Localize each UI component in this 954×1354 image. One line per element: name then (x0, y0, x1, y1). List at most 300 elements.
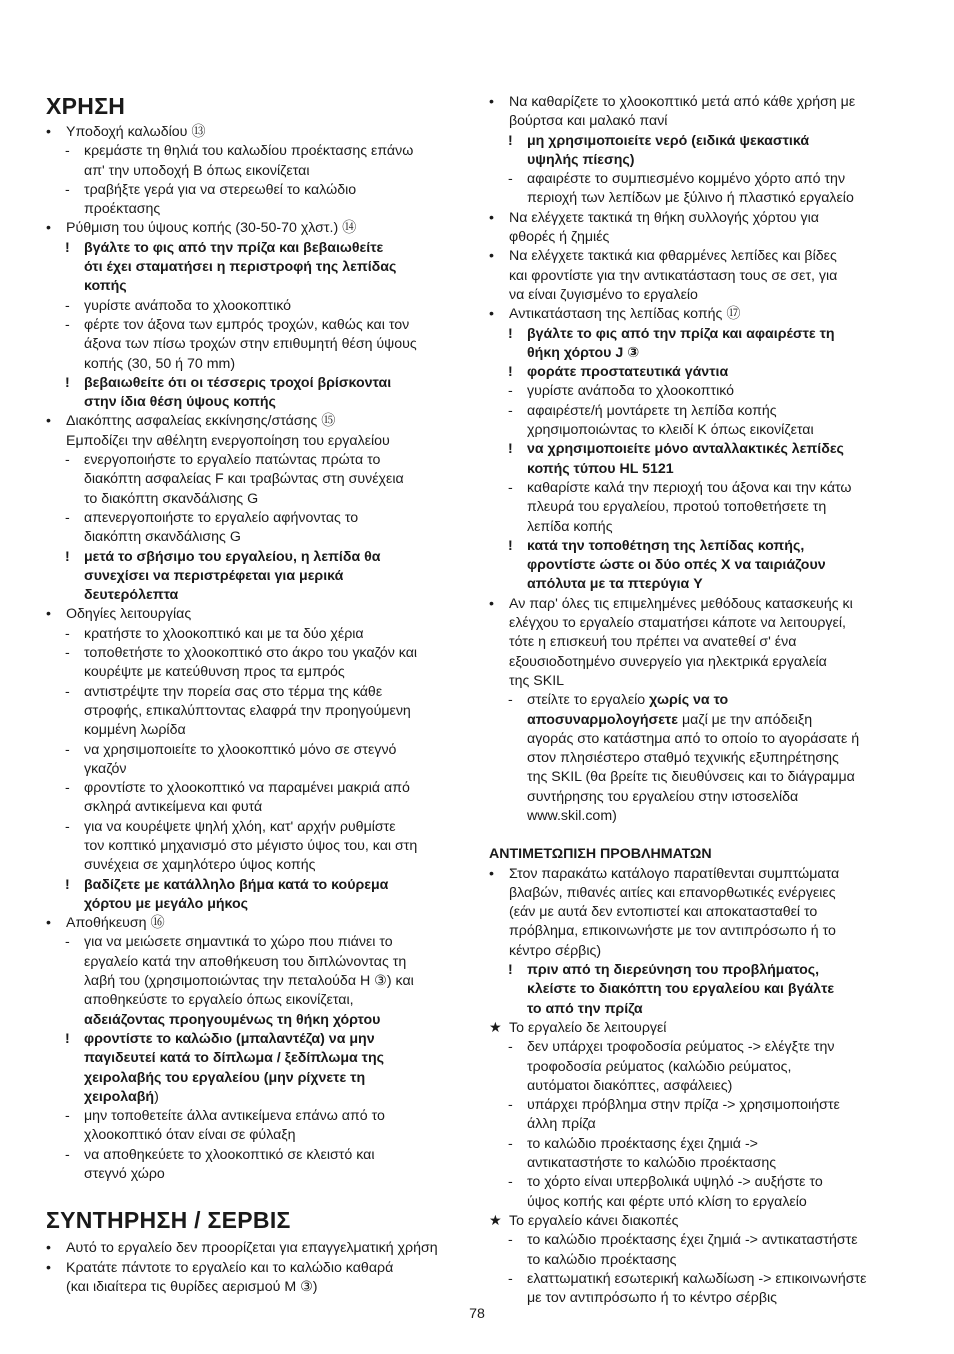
list-item-line (46, 1069, 466, 1088)
list-item (489, 691, 913, 710)
item-text: τροφοδοσία ρεύματος (καλώδιο ρεύματος, (527, 1058, 792, 1075)
left-column (46, 93, 466, 1297)
list-item-line (489, 556, 913, 575)
list-item-line (46, 991, 466, 1010)
item-text: της SKIL (509, 672, 565, 689)
item-marker: - (508, 1135, 513, 1152)
item-marker: - (508, 171, 513, 188)
item-text: να αποθηκεύετε το χλοοκοπτικό σε κλειστό και (84, 1146, 375, 1163)
item-text-bold: ότι έχει σταματήσει η περιστροφή της λεπίδας (84, 259, 397, 276)
list-item-line (46, 1126, 466, 1145)
item-text: διακόπτη ασφαλείας F και τραβώντας στη συνέχεια (84, 471, 404, 488)
list-item-line (489, 672, 913, 691)
item-text: βούρτσα και μαλακό πανί (509, 113, 668, 130)
list-item-line (489, 575, 913, 594)
item-text: πλευρά του εργαλείου, προτού τοποθετήσετε τη (527, 499, 827, 516)
item-text: (εάν με αυτά δεν εντοπιστεί και αποκατασταθεί το (509, 904, 818, 921)
item-text: κουρέψτε με κατεύθυνση προς τα εμπρός (84, 664, 345, 681)
item-text: αντιστρέψτε την πορεία σας στο τέρμα της κάθε (84, 683, 383, 700)
item-text: με τον αντιπρόσωπο ή το κέντρο σέρβις (527, 1290, 778, 1307)
list-item-line (489, 498, 913, 517)
list-item (46, 509, 466, 528)
item-marker: - (65, 316, 70, 333)
item-text-bold: παγιδευτεί κατά το δίπλωμα / ξεδίπλωμα της (84, 1050, 385, 1067)
item-text-bold: βγάλτε το φις από την πρίζα και βεβαιωθείτε (84, 239, 384, 256)
list-item-line (489, 614, 913, 633)
list-item (489, 132, 913, 151)
item-marker: - (65, 1108, 70, 1125)
item-marker: ! (65, 548, 70, 565)
item-text: περιοχή των λεπίδων με ξύλινο ή πλαστικό εργαλείο (527, 190, 854, 207)
use-instructions-list (46, 123, 466, 1184)
list-item-line (46, 355, 466, 374)
list-item-line (46, 335, 466, 354)
list-item (46, 432, 466, 451)
item-text-bold: θήκη χόρτου J ③ (527, 344, 640, 361)
item-text: κέντρο σέρβις) (509, 942, 602, 959)
list-item-line (489, 518, 913, 537)
item-text-bold: χειρολαβή (84, 1088, 155, 1105)
list-item-line (489, 749, 913, 768)
item-text: εξουσιοδοτημένο συνεργείο για ηλεκτρικά εργαλεία (509, 653, 827, 670)
item-text: Να ελέγχετε τακτικά τη θήκη συλλογής χόρτου για (509, 209, 819, 226)
list-item-line (489, 421, 913, 440)
list-item-line (46, 490, 466, 509)
item-marker: ! (65, 876, 70, 893)
list-item-line (46, 798, 466, 817)
item-text: Το εργαλείο δε λειτουργεί (509, 1019, 667, 1036)
item-marker: ! (508, 537, 513, 554)
list-item-line (489, 1193, 913, 1212)
list-item (489, 382, 913, 401)
item-marker: - (65, 683, 70, 700)
item-marker: - (65, 818, 70, 835)
list-item-line (46, 1165, 466, 1184)
list-item (46, 316, 466, 335)
item-text: συνέχεια σε χαμηλότερο ύψος κοπής (84, 857, 316, 874)
list-item-line (489, 768, 913, 787)
list-item-line (46, 277, 466, 296)
item-marker: ! (508, 325, 513, 342)
list-item (46, 451, 466, 470)
item-text-bold: βγάλτε το φις από την πρίζα και αφαιρέστε τη (527, 325, 835, 342)
item-marker: - (508, 402, 513, 419)
list-item-line (46, 663, 466, 682)
item-marker: - (65, 1146, 70, 1163)
list-item (46, 123, 466, 142)
item-marker: ! (65, 374, 70, 391)
section-heading-use: ΧΡΗΣΗ (46, 93, 126, 119)
item-text-bold: αποσυναρμολογήσετε (527, 711, 678, 728)
list-item (489, 325, 913, 344)
item-text: στον πλησιέστερο σταθμό τεχνικής εξυπηρέτησης (527, 750, 839, 767)
item-text-bold: μη χρησιμοποιείτε νερό (ειδικά ψεκαστικά (527, 132, 810, 149)
item-text: άλλη πρίζα (527, 1116, 596, 1133)
item-text: να είναι ζυγισμένο το εργαλείο (509, 286, 698, 303)
list-item (489, 170, 913, 189)
list-item-line (46, 393, 466, 412)
item-text: (και ιδιαίτερα τις θυρίδες αερισμού M ③) (66, 1278, 318, 1295)
service-section (46, 1207, 466, 1297)
list-item (46, 1146, 466, 1165)
list-item (489, 865, 913, 884)
item-text-bold: να χρησιμοποιείτε μόνο ανταλλακτικές λεπίδες (527, 441, 844, 458)
list-item (46, 142, 466, 161)
item-text-bold: χόρτου με μεγάλο μήκος (84, 895, 249, 912)
list-item (489, 1173, 913, 1192)
item-marker: - (508, 692, 513, 709)
list-item (46, 933, 466, 952)
list-item (489, 363, 913, 382)
item-text: ενεργοποιήστε το εργαλείο πατώντας πρώτα το (84, 452, 381, 469)
item-marker: - (65, 297, 70, 314)
item-text-bold: φροντίστε ώστε οι δύο οπές X να ταιριάζουν (527, 557, 826, 574)
list-item (489, 1096, 913, 1115)
list-item (489, 595, 913, 614)
item-text: σκληρά αντικείμενα και φυτά (84, 799, 263, 816)
item-marker: ! (508, 962, 513, 979)
list-item-line (489, 942, 913, 961)
item-marker: • (46, 1259, 51, 1276)
item-marker: - (508, 1232, 513, 1249)
list-item (489, 247, 913, 266)
list-item-line (489, 112, 913, 131)
list-item-line (46, 1049, 466, 1068)
list-item-line (489, 460, 913, 479)
list-item-line (46, 895, 466, 914)
list-item-line (489, 884, 913, 903)
item-text: αφαιρέστε το συμπιεσμένο κομμένο χόρτο από την (527, 171, 846, 188)
item-marker: - (65, 645, 70, 662)
item-marker: - (508, 1097, 513, 1114)
item-text: το καλώδιο προέκτασης (527, 1251, 677, 1268)
item-text: άξονα των πίσω τροχών στην επιθυμητή θέση ύψους (84, 336, 417, 353)
item-text: Οδηγίες λειτουργίας (66, 606, 192, 623)
list-item (46, 239, 466, 258)
item-text: λαβή του (χρησιμοποιώντας την πεταλούδα H ③) και (84, 973, 414, 990)
item-text: Αντικατάσταση της λεπίδας κοπής ⑰ (509, 306, 741, 323)
list-item-line (46, 258, 466, 277)
list-item-line (46, 1011, 466, 1030)
item-text: τότε η επισκευή του πρέπει να ανατεθεί σ' ένα (509, 634, 797, 651)
item-text-bold: το από την πρίζα (527, 1000, 643, 1017)
item-text: συντήρησης του εργαλείου στην ιστοσελίδα (527, 788, 799, 805)
list-item (46, 625, 466, 644)
item-text: και φροντίστε για την αντικατάσταση τους σε σετ, για (509, 267, 838, 284)
item-text: Αυτό το εργαλείο δεν προορίζεται για επαγγελματική χρήση (66, 1240, 438, 1257)
item-marker: - (508, 1174, 513, 1191)
item-marker: ! (508, 364, 513, 381)
item-text: γκαζόν (84, 760, 127, 777)
item-text: κοπής (30, 50 ή 70 mm) (84, 355, 236, 372)
item-text-bold: πριν από τη διερεύνηση του προβλήματος, (527, 962, 820, 979)
list-item (489, 961, 913, 980)
item-marker: - (508, 479, 513, 496)
item-marker: • (46, 915, 51, 932)
item-text: στροφής, επικαλύπτοντας ελαφρά την προηγούμενη (84, 702, 411, 719)
list-item-line (489, 228, 913, 247)
item-text: αποθηκεύστε το εργαλείο όπως εικονίζεται, (84, 992, 354, 1009)
item-text: δεν υπάρχει τροφοδοσία ρεύματος -> ελέγξτε την (527, 1039, 835, 1056)
page-number: 78 (469, 1306, 485, 1322)
item-text: ύψος κοπής και φέρτε υπό κλίση το εργαλείο (527, 1193, 807, 1210)
list-item (46, 1030, 466, 1049)
list-item (489, 440, 913, 459)
item-text-bold: συνεχίσει να περιστρέφεται για μερικά (84, 567, 344, 584)
item-marker: • (46, 220, 51, 237)
list-item (46, 412, 466, 431)
list-item-line (489, 633, 913, 652)
list-item (46, 914, 466, 933)
service-list-left (46, 1239, 466, 1297)
item-text: ) (154, 1088, 159, 1105)
list-item-line (489, 711, 913, 730)
item-text-bold: κοπής τύπου HL 5121 (527, 460, 674, 477)
list-item-line (46, 528, 466, 547)
section-heading-troubleshooting: ΑΝΤΙΜΕΤΩΠΙΣΗ ΠΡΟΒΛΗΜΑΤΩΝ (489, 846, 712, 863)
item-marker: - (65, 625, 70, 642)
list-item (489, 1135, 913, 1154)
item-marker: - (508, 1039, 513, 1056)
item-marker: • (489, 94, 494, 110)
item-text: τραβήξτε γερά για να στερεωθεί το καλώδιο (84, 181, 357, 198)
item-text: το χόρτο είναι υπερβολικά υψηλό -> αυξήστε το (527, 1174, 823, 1191)
item-text: αφαιρέστε/ή μοντάρετε τη λεπίδα κοπής (527, 402, 777, 419)
list-item-line (489, 189, 913, 208)
list-item-line (46, 760, 466, 779)
item-text: απ' την υποδοχή B όπως εικονίζεται (84, 162, 310, 179)
item-text: φθορές ή ζημιές (509, 229, 610, 246)
item-marker: • (46, 124, 51, 140)
item-text: για να μειώσετε σημαντικά το χώρο που πιάνει το (84, 934, 393, 951)
list-item-line (489, 922, 913, 941)
right-column (489, 93, 913, 1308)
item-text-bold: κλείστε το διακόπτη του εργαλείου και βγάλτε (527, 981, 835, 998)
list-item-line (489, 980, 913, 999)
item-text: αυτόματοι διακόπτες, ασφάλειες) (527, 1077, 733, 1094)
list-item-line (489, 653, 913, 672)
item-marker: - (508, 383, 513, 400)
list-item (46, 219, 466, 238)
item-text: πρόβλημα, επικοινωνήστε με τον αντιπρόσωπο ή το (509, 923, 836, 940)
list-item-line (489, 1251, 913, 1270)
item-text: μαζί με την απόδειξη (678, 711, 813, 728)
item-text: για να κουρέψετε ψηλή χλόη, κατ' αρχήν ρυθμίστε (84, 818, 396, 835)
list-item-line (489, 267, 913, 286)
list-item-line (489, 286, 913, 305)
item-text: στείλτε το εργαλείο (527, 692, 650, 709)
list-item (46, 605, 466, 624)
list-item (46, 741, 466, 760)
item-text-bold: κατά την τοποθέτηση της λεπίδας κοπής, (527, 537, 805, 554)
item-text: τον κοπτικό μηχανισμό στο μέγιστο ύψος του, και στη (84, 837, 418, 854)
list-item (489, 479, 913, 498)
item-text: αντικαταστήστε το καλώδιο προέκτασης (527, 1155, 777, 1172)
item-text: κομμένη λωρίδα (84, 722, 186, 739)
item-text: Εμποδίζει την αθέλητη ενεργοποίηση του εργαλείου (66, 432, 390, 449)
list-item-line (489, 1058, 913, 1077)
list-item-line (46, 1278, 466, 1297)
list-item-line (46, 586, 466, 605)
item-text: Το εργαλείο κάνει διακοπές (509, 1212, 679, 1229)
list-item-line (46, 856, 466, 875)
item-marker: • (489, 865, 494, 882)
item-text: στεγνό χώρο (84, 1166, 165, 1183)
list-item (489, 209, 913, 228)
troubleshooting-list (489, 865, 913, 1309)
list-item-line (489, 903, 913, 922)
list-item-line (46, 972, 466, 991)
item-text: γυρίστε ανάποδα το χλοοκοπτικό (527, 383, 735, 400)
item-text-bold: βεβαιωθείτε ότι οι τέσσερις τροχοί βρίσκονται (84, 374, 392, 391)
list-item (489, 1019, 913, 1038)
item-text: καθαρίστε καλά την περιοχή του άξονα και την κάτω (527, 479, 852, 496)
item-marker: - (65, 143, 70, 160)
item-text: ελαττωματική εσωτερική καλωδίωση -> επικοινωνήστε (527, 1270, 867, 1287)
item-text: της SKIL (θα βρείτε τις διευθύνσεις και το διάγραμμα (527, 769, 855, 786)
section-heading-service: ΣΥΝΤΗΡΗΣΗ / ΣΕΡΒΙΣ (46, 1207, 291, 1234)
list-item (46, 1107, 466, 1126)
item-text-bold: δευτερόλεπτα (84, 587, 179, 604)
list-item-line (489, 344, 913, 363)
item-marker: - (65, 741, 70, 758)
item-text: αγοράς στο κατάστημα από το οποίο το αγοράσατε ή (527, 730, 860, 747)
list-item (46, 1259, 466, 1278)
item-marker: - (65, 452, 70, 469)
list-item (46, 779, 466, 798)
item-text-bold: στην ίδια θέση ύψους κοπής (84, 394, 276, 411)
item-marker: • (46, 1240, 51, 1257)
item-text: το καλώδιο προέκτασης έχει ζημιά -> αντικαταστήστε (527, 1232, 858, 1249)
item-marker: ! (508, 441, 513, 458)
list-item-line (46, 1088, 466, 1107)
send-item-continuation (489, 730, 913, 826)
item-text-bold: φοράτε προστατευτικά γάντια (527, 364, 729, 381)
item-marker: • (489, 248, 494, 265)
item-text: Υποδοχή καλωδίου ⑬ (66, 124, 206, 140)
list-item (46, 1239, 466, 1258)
list-item (46, 548, 466, 567)
item-text-bold: αδειάζοντας προηγουμένως τη θήκη χόρτου (84, 1011, 381, 1028)
item-marker: ! (508, 132, 513, 149)
item-text: μην τοποθετείτε άλλα αντικείμενα επάνω από το (84, 1108, 385, 1125)
list-item-line (489, 1077, 913, 1096)
list-item (489, 1212, 913, 1231)
list-item-line (489, 151, 913, 170)
item-marker: ! (65, 1030, 70, 1047)
list-item-line (46, 567, 466, 586)
item-marker: • (46, 413, 51, 430)
list-item (489, 93, 913, 112)
item-text: χλοοκοπτικό όταν είναι σε φύλαξη (84, 1127, 296, 1144)
item-text: Να ελέγχετε τακτικά κια φθαρμένες λεπίδες και βίδες (509, 248, 837, 265)
item-text: χρησιμοποιώντας το κλειδί K όπως εικονίζεται (527, 422, 814, 439)
list-item (46, 876, 466, 895)
item-marker: • (46, 606, 51, 623)
service-list-right (489, 93, 913, 691)
item-text: κρατήστε το χλοοκοπτικό και με τα δύο χέρια (84, 625, 364, 642)
list-item (46, 683, 466, 702)
item-text-bold: μετά το σβήσιμο του εργαλείου, η λεπίδα θα (84, 548, 381, 565)
item-text: τοποθετήστε το χλοοκοπτικό στο άκρο του γκαζόν και (84, 645, 418, 662)
list-item (46, 374, 466, 393)
item-text: Αν παρ' όλες τις επιμελημένες μεθόδους κατασκευής κι (509, 595, 853, 612)
item-marker: ! (65, 239, 70, 256)
item-text: απενεργοποιήστε το εργαλείο αφήνοντας το (84, 509, 359, 526)
list-item (489, 1038, 913, 1057)
item-text: διακόπτη σκανδάλισης G (84, 529, 241, 546)
list-item-line (46, 837, 466, 856)
item-text: να χρησιμοποιείτε το χλοοκοπτικό μόνο σε στεγνό (84, 741, 397, 758)
list-item (46, 644, 466, 663)
item-text: ελέγχου το εργαλείο σταματήσει κάποτε να λειτουργεί, (509, 615, 846, 632)
item-marker: - (508, 1270, 513, 1287)
item-text: Αποθήκευση ⑯ (66, 915, 165, 932)
item-text: Ρύθμιση του ύψους κοπής (30-50-70 χλστ.) ⑭ (66, 220, 357, 237)
list-item-line (46, 702, 466, 721)
list-item (46, 181, 466, 200)
item-marker: - (65, 509, 70, 526)
list-item-line (489, 1154, 913, 1173)
item-marker: ★ (489, 1212, 502, 1229)
item-text-bold: υψηλής πίεσης) (527, 151, 635, 168)
item-marker: • (489, 595, 494, 612)
list-item (46, 297, 466, 316)
list-item-line (489, 1000, 913, 1019)
item-text: www.skil.com) (527, 807, 617, 824)
list-item (46, 818, 466, 837)
item-text: Κρατάτε πάντοτε το εργαλείο και το καλώδιο καθαρά (66, 1259, 394, 1276)
item-marker: • (489, 209, 494, 226)
list-item-line (46, 200, 466, 219)
list-item (489, 1231, 913, 1250)
item-text: εργαλείο κατά την αποθήκευση του διπλώνοντας τη (84, 953, 407, 970)
item-text: βλαβών, πιθανές αιτίες και επανορθωτικές ενέργειες (509, 884, 836, 901)
item-marker: ★ (489, 1019, 502, 1036)
item-text: το διακόπτη σκανδάλισης G (84, 490, 259, 507)
item-text: προέκτασης (84, 201, 161, 218)
list-item (489, 402, 913, 421)
item-text-bold: βαδίζετε με κατάλληλο βήμα κατά το κούρεμα (84, 876, 389, 893)
item-text-bold: φροντίστε το καλώδιο (μπαλαντέζα) να μην (84, 1030, 375, 1047)
item-text: υπάρχει πρόβλημα στην πρίζα -> χρησιμοποιήστε (527, 1097, 840, 1114)
item-text-bold: χειρολαβής του εργαλείου (μην ρίχνετε τη (84, 1069, 366, 1086)
item-marker: - (65, 934, 70, 951)
item-text-bold: κοπής (84, 278, 127, 295)
list-item-line (489, 730, 913, 749)
item-text: γυρίστε ανάποδα το χλοοκοπτικό (84, 297, 292, 314)
item-text: Στον παρακάτω κατάλογο παρατίθενται συμπτώματα (509, 865, 840, 882)
list-item (489, 537, 913, 556)
item-text: Να καθαρίζετε το χλοοκοπτικό μετά από κάθε χρήση με (509, 94, 856, 110)
list-item-line (489, 1115, 913, 1134)
list-item (489, 1270, 913, 1289)
list-item-line (489, 788, 913, 807)
item-text: λεπίδα κοπής (527, 518, 613, 535)
list-item-line (46, 162, 466, 181)
list-item-line (46, 953, 466, 972)
item-text-bold: χωρίς να το (649, 692, 729, 709)
list-item-line (489, 807, 913, 826)
item-text: φέρτε τον άξονα των εμπρός τροχών, καθώς και τον (84, 316, 410, 333)
item-text: το καλώδιο προέκτασης έχει ζημιά -> (527, 1135, 758, 1152)
list-item-line (46, 470, 466, 489)
item-marker: • (489, 306, 494, 323)
item-marker: - (65, 780, 70, 797)
item-text: κρεμάστε τη θηλιά του καλωδίου προέκτασης επάνω (84, 143, 414, 160)
item-text-bold: απόλυτα με τα πτερύγια Y (527, 576, 703, 593)
list-item (489, 305, 913, 324)
